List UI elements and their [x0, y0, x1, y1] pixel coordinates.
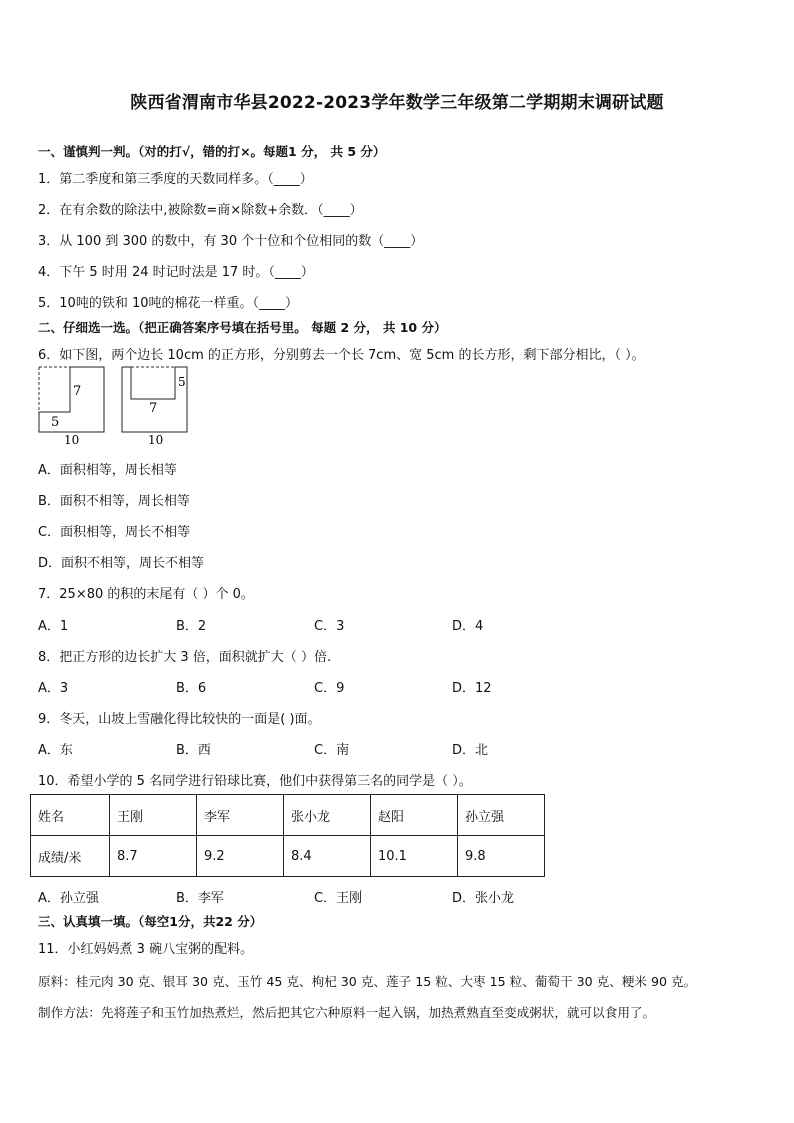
judge-question-5: 5．10吨的铁和 10吨的棉花一样重。（____）	[38, 296, 298, 311]
question-6-text: 6．如下图，两个边长 10cm 的正方形，分别剪去一个长 7cm、宽 5cm 的长方形，剩下部分相比，（ ）。	[38, 348, 645, 363]
figure-1-side-label: 7	[73, 384, 82, 399]
q8-option-d: D．12	[452, 681, 492, 696]
figure-1	[39, 367, 104, 447]
judge-question-4: 4．下午 5 时用 24 时记时法是 17 时。（____）	[38, 265, 314, 280]
q9-option-d: D．北	[452, 743, 489, 758]
figure-1-base-label: 10	[64, 433, 80, 447]
table-cell: 王刚	[110, 795, 197, 836]
table-cell: 李军	[197, 795, 284, 836]
judge-question-3: 3．从 100 到 300 的数中，有 30 个十位和个位相同的数（____）	[38, 234, 424, 249]
score-table	[30, 794, 545, 877]
table-row	[31, 795, 545, 836]
q8-option-b: B．6	[176, 681, 207, 696]
question-9-text: 9．冬天，山坡上雪融化得比较快的一面是( )面。	[38, 712, 321, 727]
q10-option-b: B．李军	[176, 891, 224, 906]
q6-option-a: A．面积相等，周长相等	[38, 463, 177, 478]
section-3-heading: 三、认真填一填。（每空1分，共22 分）	[38, 914, 263, 929]
page-title: 陕西省渭南市华县2022-2023学年数学三年级第二学期期末调研试题	[130, 93, 664, 113]
table-cell: 9.2	[197, 836, 284, 877]
q9-option-a: A．东	[38, 743, 73, 758]
table-cell: 8.4	[284, 836, 371, 877]
judge-question-1: 1．第二季度和第三季度的天数同样多。（____）	[38, 172, 313, 187]
q10-option-d: D．张小龙	[452, 891, 515, 906]
judge-question-2: 2．在有余数的除法中,被除数=商×除数+余数．（____）	[38, 203, 363, 218]
figure-2	[122, 367, 187, 447]
figure-1-inner-label: 5	[51, 415, 60, 430]
q10-option-c: C．王刚	[314, 891, 363, 906]
q6-option-c: C．面积相等，周长不相等	[38, 525, 191, 540]
table-cell: 孙立强	[458, 795, 545, 836]
q7-option-c: C．3	[314, 619, 345, 634]
table-cell: 成绩/米	[31, 836, 110, 877]
question-10-text: 10．希望小学的 5 名同学进行铅球比赛，他们中获得第三名的同学是（ ）。	[38, 774, 472, 789]
question-6-figure	[36, 364, 196, 448]
table-cell: 赵阳	[371, 795, 458, 836]
table-cell: 姓名	[31, 795, 110, 836]
q6-option-b: B．面积不相等，周长相等	[38, 494, 190, 509]
question-11-text: 11．小红妈妈煮 3 碗八宝粥的配料。	[38, 942, 254, 957]
q9-option-b: B．西	[176, 743, 211, 758]
question-7-text: 7．25×80 的积的末尾有（ ）个 0。	[38, 587, 254, 602]
figure-2-side-label: 5	[178, 375, 186, 389]
section-1-heading: 一、谨慎判一判。（对的打√，错的打×。每题1 分， 共 5 分）	[38, 144, 386, 159]
question-8-text: 8．把正方形的边长扩大 3 倍，面积就扩大（ ）倍.	[38, 650, 332, 665]
q11-ingredients: 原料：桂元肉 30 克、银耳 30 克、玉竹 45 克、枸杞 30 克、莲子 15 粒、大枣 15 粒、葡萄干 30 克、粳米 90 克。	[38, 974, 697, 989]
q10-option-a: A．孙立强	[38, 891, 99, 906]
q9-option-c: C．南	[314, 743, 350, 758]
table-cell: 张小龙	[284, 795, 371, 836]
q7-option-d: D．4	[452, 619, 484, 634]
table-cell: 8.7	[110, 836, 197, 877]
table-cell: 10.1	[371, 836, 458, 877]
q8-option-c: C．9	[314, 681, 345, 696]
q11-method: 制作方法：先将莲子和玉竹加热煮烂，然后把其它六种原料一起入锅，加热煮熟直至变成粥状，就可以食用了。	[38, 1005, 656, 1020]
table-row	[31, 836, 545, 877]
section-2-heading: 二、仔细选一选。（把正确答案序号填在括号里。 每题 2 分， 共 10 分）	[38, 320, 447, 335]
q7-option-b: B．2	[176, 619, 207, 634]
table-cell: 9.8	[458, 836, 545, 877]
q6-option-d: D．面积不相等，周长不相等	[38, 556, 205, 571]
figure-2-base-label: 10	[148, 433, 164, 447]
q8-option-a: A．3	[38, 681, 69, 696]
q7-option-a: A．1	[38, 619, 69, 634]
figure-2-inner-label: 7	[149, 401, 158, 416]
